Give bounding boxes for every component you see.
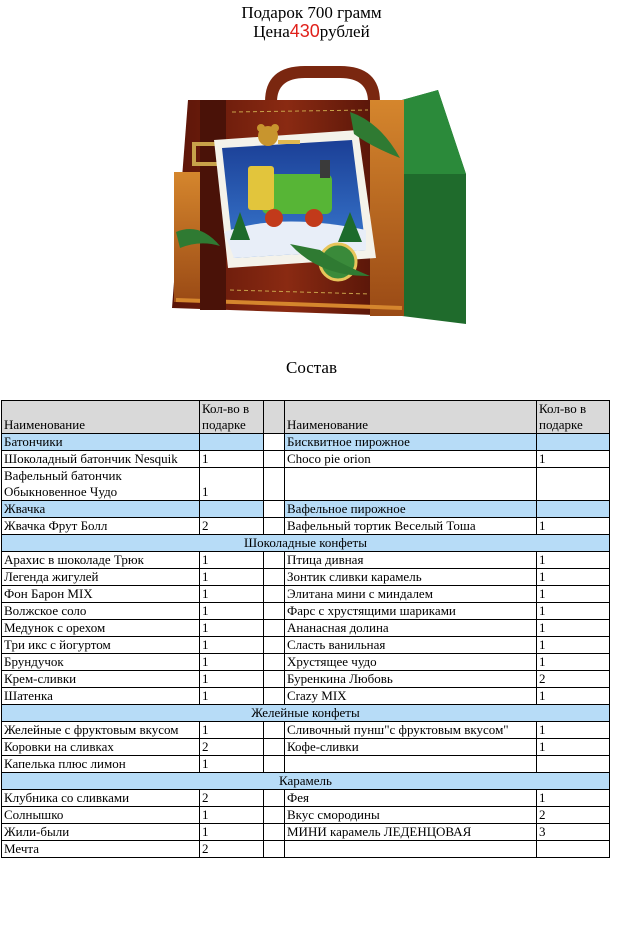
item-qty-right: 1 (537, 637, 610, 654)
item-qty-left: 1 (200, 807, 264, 824)
item-name-right (285, 468, 537, 501)
item-name-right: Птица дивная (285, 552, 537, 569)
item-name-left: Шоколадный батончик Nesquik (2, 451, 200, 468)
item-name-right: Choco pie orion (285, 451, 537, 468)
table-row (2, 722, 610, 739)
spacer-cell (264, 552, 285, 569)
section-row (2, 705, 610, 722)
item-qty-right: 1 (537, 586, 610, 603)
table-row (2, 637, 610, 654)
spacer-cell (264, 451, 285, 468)
item-qty-right: 1 (537, 620, 610, 637)
table-row (2, 603, 610, 620)
spacer-cell (264, 569, 285, 586)
spacer-cell (264, 501, 285, 518)
item-qty-left: 1 (200, 552, 264, 569)
table-row (2, 552, 610, 569)
item-qty-left: 1 (200, 722, 264, 739)
item-name-left: Брундучок (2, 654, 200, 671)
category-right: Бисквитное пирожное (285, 434, 537, 451)
item-qty-right: 1 (537, 688, 610, 705)
spacer-cell (264, 722, 285, 739)
table-row (2, 688, 610, 705)
table-row (2, 756, 610, 773)
table-header-row (2, 401, 610, 434)
item-name-right: Элитана мини с миндалем (285, 586, 537, 603)
item-name-left: Мечта (2, 841, 200, 858)
spacer-cell (264, 603, 285, 620)
item-name-left: Желейные с фруктовым вкусом (2, 722, 200, 739)
category-right-qty (537, 501, 610, 518)
item-name-right: Ананасная долина (285, 620, 537, 637)
spacer-cell (264, 688, 285, 705)
item-qty-right (537, 756, 610, 773)
section-row (2, 773, 610, 790)
item-qty-right (537, 468, 610, 501)
item-qty-left: 1 (200, 468, 264, 501)
spacer-cell (264, 637, 285, 654)
table-row (2, 824, 610, 841)
category-row (2, 434, 610, 451)
table-row (2, 790, 610, 807)
item-name-right: Сласть ванильная (285, 637, 537, 654)
item-name-right (285, 841, 537, 858)
item-qty-right: 1 (537, 603, 610, 620)
header-name-right: Наименование (285, 401, 537, 434)
item-name-left: Три икс с йогуртом (2, 637, 200, 654)
item-qty-left: 2 (200, 518, 264, 535)
item-qty-left: 1 (200, 756, 264, 773)
price-prefix: Цена (253, 22, 290, 41)
item-name-left: Медунок с орехом (2, 620, 200, 637)
table-row (2, 620, 610, 637)
spacer-cell (264, 790, 285, 807)
item-name-right: Сливочный пунш"с фруктовым вкусом" (285, 722, 537, 739)
composition-title: Состав (285, 358, 338, 377)
section-header: Шоколадные конфеты (2, 535, 610, 552)
item-name-left: Жвачка Фрут Болл (2, 518, 200, 535)
item-name-left: Жили-были (2, 824, 200, 841)
item-qty-right: 1 (537, 722, 610, 739)
item-qty-left: 1 (200, 637, 264, 654)
price-line (0, 22, 623, 41)
spacer-cell (264, 654, 285, 671)
category-left: Батончики (2, 434, 200, 451)
price-value: 430 (289, 21, 320, 41)
spacer-cell (264, 518, 285, 535)
spacer-cell (264, 841, 285, 858)
item-qty-left: 2 (200, 790, 264, 807)
item-name-right: МИНИ карамель ЛЕДЕНЦОВАЯ (285, 824, 537, 841)
header-spacer (264, 401, 285, 434)
item-name-right (285, 756, 537, 773)
table-row (2, 569, 610, 586)
table-row (2, 739, 610, 756)
item-qty-right: 1 (537, 569, 610, 586)
spacer-cell (264, 756, 285, 773)
category-left: Жвачка (2, 501, 200, 518)
category-right-qty (537, 434, 610, 451)
item-qty-left: 1 (200, 603, 264, 620)
item-qty-left: 1 (200, 671, 264, 688)
price-suffix: рублей (319, 22, 370, 41)
item-name-right: Фея (285, 790, 537, 807)
spacer-cell (264, 434, 285, 451)
item-name-right: Вафельный тортик Веселый Тоша (285, 518, 537, 535)
item-qty-right: 3 (537, 824, 610, 841)
item-qty-right: 1 (537, 451, 610, 468)
item-qty-right: 1 (537, 552, 610, 569)
item-qty-right: 1 (537, 739, 610, 756)
item-name-left: Крем-сливки (2, 671, 200, 688)
spacer-cell (264, 620, 285, 637)
item-qty-left: 1 (200, 620, 264, 637)
item-name-left: Волжское соло (2, 603, 200, 620)
section-header: Карамель (2, 773, 610, 790)
item-name-left: Клубника со сливками (2, 790, 200, 807)
spacer-cell (264, 807, 285, 824)
item-qty-right: 1 (537, 790, 610, 807)
item-qty-left: 1 (200, 451, 264, 468)
table-row (2, 841, 610, 858)
spacer-cell (264, 739, 285, 756)
item-name-right: Кофе-сливки (285, 739, 537, 756)
item-qty-right: 2 (537, 807, 610, 824)
category-left-qty (200, 434, 264, 451)
header-qty-left: Кол-во в подарке (200, 401, 264, 434)
gift-title: Подарок 700 грамм (241, 3, 382, 22)
table-row (2, 586, 610, 603)
item-qty-right (537, 841, 610, 858)
item-qty-right: 1 (537, 654, 610, 671)
item-name-right: Хрустящее чудо (285, 654, 537, 671)
item-qty-left: 1 (200, 586, 264, 603)
table-row (2, 518, 610, 535)
table-row (2, 671, 610, 688)
section-header: Желейные конфеты (2, 705, 610, 722)
item-name-left: Солнышко (2, 807, 200, 824)
item-name-left: Коровки на сливках (2, 739, 200, 756)
section-row (2, 535, 610, 552)
item-qty-right: 2 (537, 671, 610, 688)
item-qty-left: 1 (200, 824, 264, 841)
category-left-qty (200, 501, 264, 518)
item-name-right: Буренкина Любовь (285, 671, 537, 688)
table-row (2, 807, 610, 824)
gift-suitcase-box-image (170, 62, 466, 336)
item-qty-left: 2 (200, 739, 264, 756)
item-qty-left: 2 (200, 841, 264, 858)
item-name-right: Зонтик сливки карамель (285, 569, 537, 586)
table-row (2, 468, 610, 501)
item-name-left: Капелька плюс лимон (2, 756, 200, 773)
item-name-left: Арахис в шоколаде Трюк (2, 552, 200, 569)
header-qty-right: Кол-во в подарке (537, 401, 610, 434)
item-name-left: Фон Барон MIX (2, 586, 200, 603)
item-name-right: Вкус смородины (285, 807, 537, 824)
table-row (2, 654, 610, 671)
spacer-cell (264, 468, 285, 501)
item-name-right: Crazy MIX (285, 688, 537, 705)
category-row (2, 501, 610, 518)
item-qty-left: 1 (200, 569, 264, 586)
composition-table (1, 400, 610, 858)
spacer-cell (264, 586, 285, 603)
item-qty-left: 1 (200, 654, 264, 671)
item-name-left: Вафельный батончик Обыкновенное Чудо (2, 468, 200, 501)
item-name-right: Фарс с хрустящими шариками (285, 603, 537, 620)
item-name-left: Шатенка (2, 688, 200, 705)
category-right: Вафельное пирожное (285, 501, 537, 518)
item-name-left: Легенда жигулей (2, 569, 200, 586)
item-qty-left: 1 (200, 688, 264, 705)
spacer-cell (264, 824, 285, 841)
spacer-cell (264, 671, 285, 688)
item-qty-right: 1 (537, 518, 610, 535)
header-name-left: Наименование (2, 401, 200, 434)
table-row (2, 451, 610, 468)
